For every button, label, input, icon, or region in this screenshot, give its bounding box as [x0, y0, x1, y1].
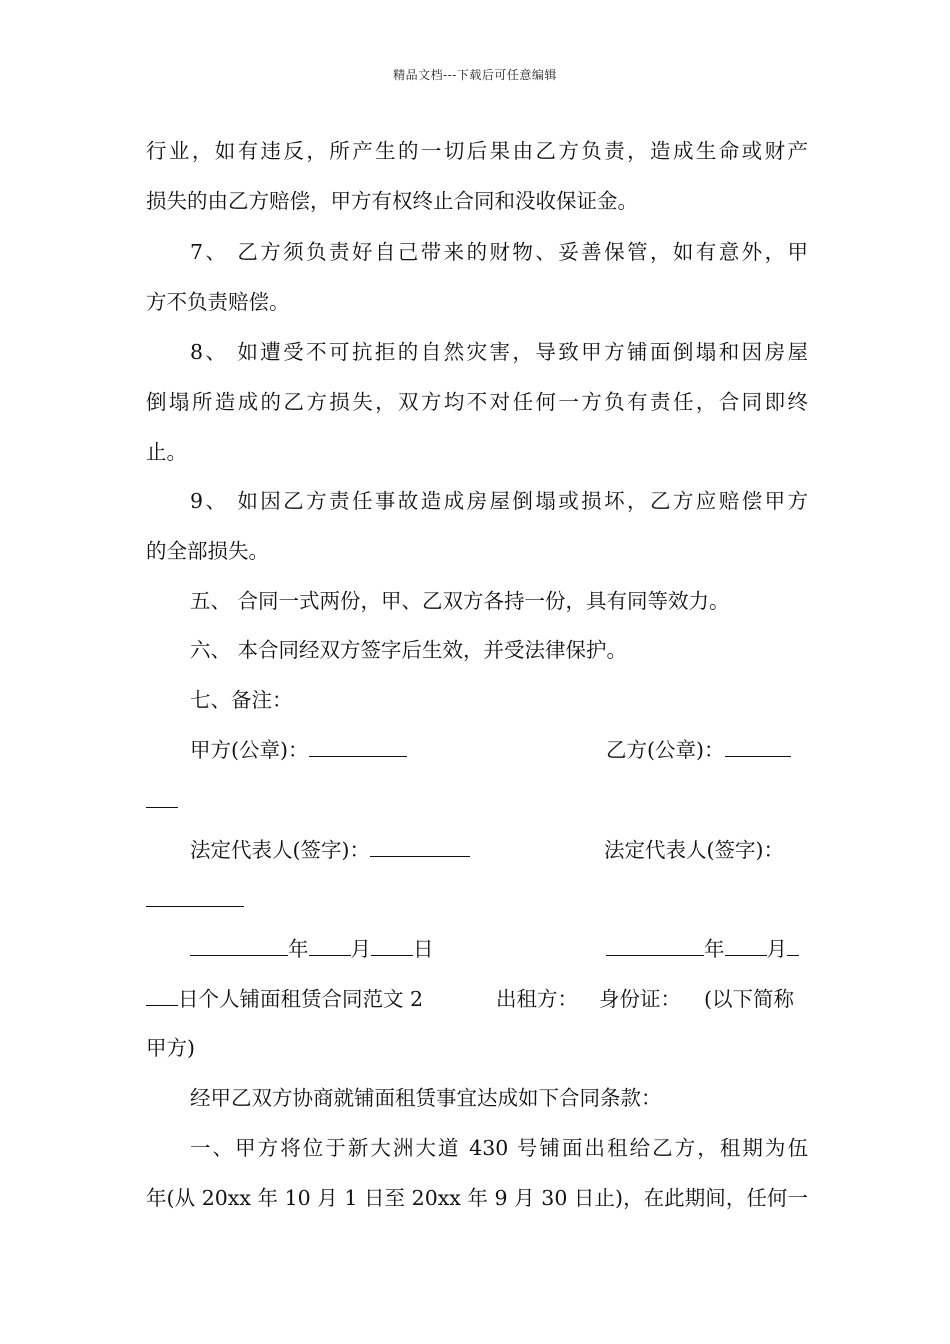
abbreviation-note-cont: 甲方) [146, 1036, 195, 1060]
party-a-seal-label: 甲方(公章)： [190, 738, 309, 762]
party-a-seal [190, 735, 407, 765]
paragraph-line: 9、 如因乙方责任事故造成房屋倒塌或损坏，乙方应赔偿甲方 [190, 489, 808, 513]
party-b-representative-label: 法定代表人(签字)： [604, 838, 784, 862]
party-a-day-blank [371, 935, 413, 956]
party-a-year-label: 年 [288, 937, 309, 961]
id-card-label: 身份证： [599, 987, 681, 1011]
paragraph-line: 方不负责赔偿。 [146, 290, 290, 314]
party-a-representative-label: 法定代表人(签字)： [190, 838, 370, 862]
party-b-day-blank-cont [146, 985, 178, 1006]
party-a-date [190, 934, 434, 964]
abbreviation-note: (以下简称 [704, 987, 794, 1011]
party-b-day-blank [787, 935, 799, 956]
party-b-seal-blank-cont [146, 787, 178, 808]
paragraph-line: 五、 合同一式两份，甲、乙双方各持一份，具有同等效力。 [190, 589, 730, 613]
party-b-representative-blank-wrap [146, 885, 244, 915]
paragraph-line: 损失的由乙方赔偿，甲方有权终止合同和没收保证金。 [146, 189, 638, 213]
paragraph-line: 七、备注： [190, 688, 293, 712]
party-a-month-label: 月 [350, 937, 371, 961]
clause-one-line: 年(从 20xx 年 10 月 1 日至 20xx 年 9 月 30 日止)，在此期间，任何一 [146, 1186, 808, 1210]
clause-one-line: 一、甲方将位于新大洲大道 430 号铺面出租给乙方，租期为伍 [190, 1136, 808, 1160]
party-b-representative-blank [146, 886, 244, 907]
party-b-seal-blank [725, 736, 791, 757]
party-b-seal-blank-wrap [146, 786, 178, 816]
party-b-seal [606, 735, 791, 765]
party-a-day-label: 日 [413, 937, 434, 961]
page-header: 精品文档---下载后可任意编辑 [393, 68, 557, 82]
paragraph-line: 的全部损失。 [146, 539, 269, 563]
party-b-representative [604, 835, 784, 865]
date-tail-and-title [146, 984, 423, 1014]
second-contract-title: 日个人铺面租赁合同范文 2 [178, 987, 424, 1011]
party-b-year-label: 年 [704, 937, 725, 961]
party-b-year-blank [606, 935, 704, 956]
party-a-representative-blank [370, 836, 470, 857]
party-b-seal-label: 乙方(公章)： [606, 738, 725, 762]
party-a-representative [190, 835, 470, 865]
paragraph-line: 六、 本合同经双方签字后生效，并受法律保护。 [190, 638, 628, 662]
agreement-intro: 经甲乙双方协商就铺面租赁事宜达成如下合同条款： [190, 1086, 662, 1110]
party-b-month-blank [725, 935, 767, 956]
party-a-month-blank [309, 935, 351, 956]
party-b-month-label: 月 [766, 937, 787, 961]
lessor-label: 出租方： [496, 987, 578, 1011]
party-b-date [606, 934, 799, 964]
party-a-seal-blank [309, 736, 407, 757]
paragraph-line: 行业，如有违反，所产生的一切后果由乙方负责，造成生命或财产 [146, 139, 808, 163]
paragraph-line: 止。 [146, 440, 187, 464]
party-a-year-blank [190, 935, 288, 956]
paragraph-line: 倒塌所造成的乙方损失，双方均不对任何一方负有责任，合同即终 [146, 390, 808, 414]
paragraph-line: 7、 乙方须负责好自己带来的财物、妥善保管，如有意外，甲 [190, 240, 808, 264]
paragraph-line: 8、 如遭受不可抗拒的自然灾害，导致甲方铺面倒塌和因房屋 [190, 340, 808, 364]
